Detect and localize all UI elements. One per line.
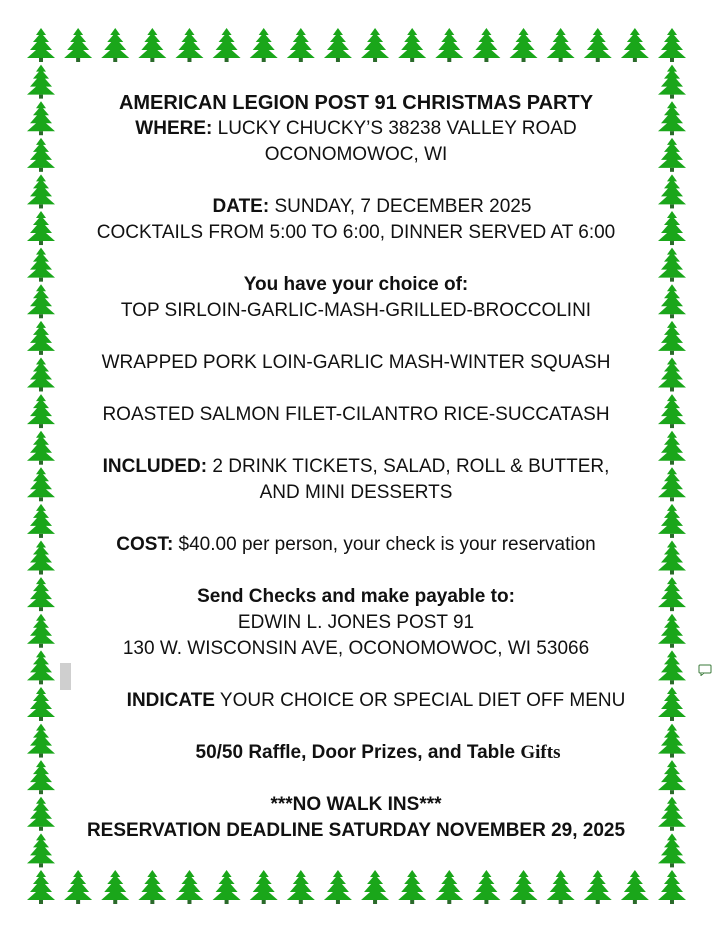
- border-tree: [27, 284, 55, 318]
- reservation-deadline: RESERVATION DEADLINE SATURDAY NOVEMBER 29, 2025: [86, 820, 626, 841]
- border-tree: [658, 870, 686, 904]
- border-tree: [658, 467, 686, 501]
- border-tree: [658, 357, 686, 391]
- border-tree: [324, 870, 352, 904]
- border-tree: [658, 394, 686, 428]
- where-city: OCONOMOWOC, WI: [264, 144, 448, 165]
- border-tree: [547, 870, 575, 904]
- border-tree: [658, 321, 686, 355]
- border-tree: [175, 870, 203, 904]
- menu-option-sirloin: TOP SIRLOIN-GARLIC-MASH-GRILLED-BROCCOLINI: [120, 300, 592, 321]
- menu-option-salmon: ROASTED SALMON FILET-CILANTRO RICE-SUCCATASH: [102, 404, 610, 425]
- border-tree: [27, 321, 55, 355]
- border-tree: [658, 650, 686, 684]
- border-tree: [27, 28, 55, 62]
- border-tree: [27, 357, 55, 391]
- border-tree: [138, 28, 166, 62]
- where-label: WHERE:: [135, 118, 213, 139]
- included-line: [64, 454, 648, 480]
- border-tree: [658, 174, 686, 208]
- border-tree: [658, 577, 686, 611]
- border-tree: [658, 28, 686, 62]
- border-tree: [250, 870, 278, 904]
- border-tree: [658, 724, 686, 758]
- border-tree: [361, 870, 389, 904]
- border-tree: [27, 138, 55, 172]
- border-tree: [175, 28, 203, 62]
- send-checks-heading: Send Checks and make payable to:: [197, 586, 515, 607]
- border-tree: [510, 870, 538, 904]
- no-walk-ins: ***NO WALK INS***: [270, 794, 442, 815]
- border-tree: [27, 101, 55, 135]
- choice-heading: You have your choice of:: [243, 274, 469, 295]
- raffle-gifts: Gifts: [520, 742, 561, 763]
- border-tree: [27, 870, 55, 904]
- border-tree: [27, 248, 55, 282]
- date-line: [64, 194, 648, 220]
- date-label: DATE:: [212, 196, 270, 217]
- included-continued: AND MINI DESSERTS: [259, 482, 453, 503]
- border-tree: [658, 431, 686, 465]
- border-tree: [658, 504, 686, 538]
- border-tree: [138, 870, 166, 904]
- border-tree: [584, 870, 612, 904]
- border-tree: [27, 650, 55, 684]
- date-value: SUNDAY, 7 DECEMBER 2025: [274, 196, 532, 217]
- border-tree: [27, 687, 55, 721]
- border-tree: [27, 65, 55, 99]
- payee-address: 130 W. WISCONSIN AVE, OCONOMOWOC, WI 53066: [122, 638, 590, 659]
- border-tree: [472, 870, 500, 904]
- border-tree: [435, 28, 463, 62]
- border-tree: [658, 65, 686, 99]
- indicate-line: [64, 688, 648, 714]
- border-tree: [27, 467, 55, 501]
- border-tree: [621, 28, 649, 62]
- border-tree: [658, 614, 686, 648]
- border-tree: [324, 28, 352, 62]
- cost-label: COST:: [116, 534, 174, 555]
- border-tree: [101, 28, 129, 62]
- border-tree: [658, 284, 686, 318]
- border-tree: [64, 28, 92, 62]
- event-times: COCKTAILS FROM 5:00 TO 6:00, DINNER SERVED AT 6:00: [96, 222, 616, 243]
- raffle-text: 50/50 Raffle, Door Prizes, and Table: [195, 742, 521, 763]
- border-tree: [658, 541, 686, 575]
- border-tree: [472, 28, 500, 62]
- border-tree: [584, 28, 612, 62]
- border-tree: [361, 28, 389, 62]
- party-flyer: [64, 90, 648, 844]
- border-tree: [658, 101, 686, 135]
- border-tree: [101, 870, 129, 904]
- border-tree: [658, 248, 686, 282]
- border-tree: [621, 870, 649, 904]
- border-tree: [398, 28, 426, 62]
- border-tree: [658, 760, 686, 794]
- border-tree: [27, 724, 55, 758]
- included-label: INCLUDED:: [102, 456, 208, 477]
- border-tree: [213, 28, 241, 62]
- included-value: 2 DRINK TICKETS, SALAD, ROLL & BUTTER,: [212, 456, 610, 477]
- border-tree: [27, 431, 55, 465]
- border-tree: [27, 577, 55, 611]
- border-tree: [64, 870, 92, 904]
- border-tree: [287, 28, 315, 62]
- border-tree: [398, 870, 426, 904]
- border-tree: [658, 687, 686, 721]
- border-tree: [27, 211, 55, 245]
- border-tree: [547, 28, 575, 62]
- border-tree: [27, 760, 55, 794]
- raffle-line: [64, 740, 648, 766]
- flyer-title: AMERICAN LEGION POST 91 CHRISTMAS PARTY: [118, 92, 594, 114]
- cost-line: [64, 532, 648, 558]
- selection-marker[interactable]: [60, 663, 71, 690]
- border-tree: [27, 541, 55, 575]
- indicate-text: YOUR CHOICE OR SPECIAL DIET OFF MENU: [219, 690, 626, 711]
- border-tree: [250, 28, 278, 62]
- border-tree: [510, 28, 538, 62]
- comment-icon[interactable]: [698, 664, 712, 676]
- border-tree: [27, 614, 55, 648]
- indicate-label: INDICATE: [126, 690, 215, 711]
- border-tree: [658, 138, 686, 172]
- border-tree: [435, 870, 463, 904]
- menu-option-pork: WRAPPED PORK LOIN-GARLIC MASH-WINTER SQUASH: [101, 352, 611, 373]
- border-tree: [27, 174, 55, 208]
- border-tree: [213, 870, 241, 904]
- payee-name: EDWIN L. JONES POST 91: [237, 612, 475, 633]
- border-tree: [287, 870, 315, 904]
- border-tree: [658, 211, 686, 245]
- cost-value: $40.00 per person, your check is your reservation: [178, 534, 596, 555]
- border-tree: [27, 504, 55, 538]
- border-tree: [27, 394, 55, 428]
- where-line: [64, 116, 648, 142]
- where-value: LUCKY CHUCKY’S 38238 VALLEY ROAD: [217, 118, 577, 139]
